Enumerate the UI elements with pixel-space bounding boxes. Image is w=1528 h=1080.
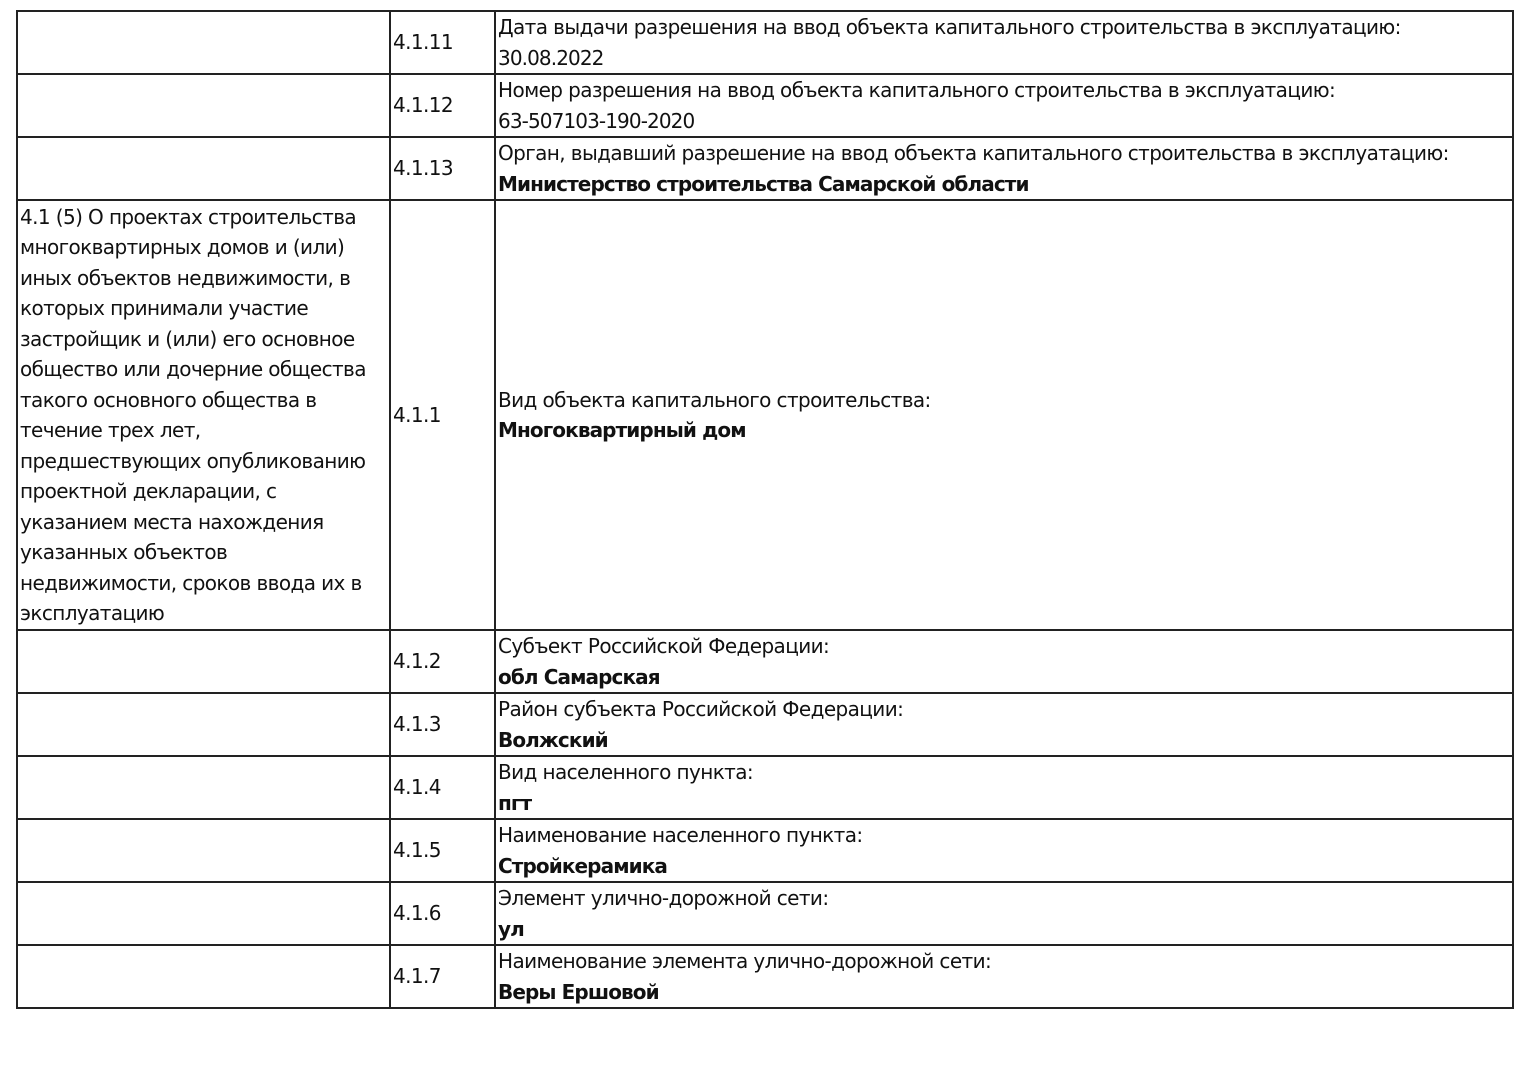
item-number: 4.1.6: [390, 882, 495, 945]
item-content: [495, 756, 1513, 819]
item-content: [495, 630, 1513, 693]
section-cell: [17, 11, 390, 74]
section-cell: [17, 693, 390, 756]
table-row: [17, 819, 1513, 882]
item-number: 4.1.13: [390, 137, 495, 200]
table-row: [17, 693, 1513, 756]
table-row: [17, 882, 1513, 945]
item-content: [495, 11, 1513, 74]
table-row: [17, 137, 1513, 200]
field-label: Район субъекта Российской Федерации:: [498, 697, 904, 721]
section-cell: [17, 74, 390, 137]
item-number: 4.1.11: [390, 11, 495, 74]
table-row: [17, 200, 1513, 630]
section-cell: [17, 756, 390, 819]
item-number: 4.1.2: [390, 630, 495, 693]
field-label: Вид объекта капитального строительства:: [498, 387, 931, 412]
table-row: [17, 756, 1513, 819]
section-cell: [17, 630, 390, 693]
item-content: [495, 137, 1513, 200]
table-row: [17, 945, 1513, 1008]
item-content: [495, 74, 1513, 137]
field-label: Орган, выдавший разрешение на ввод объекта капитального строительства в эксплуатацию:: [498, 141, 1449, 165]
project-declaration-table: [16, 10, 1514, 1009]
field-label: Номер разрешения на ввод объекта капитального строительства в эксплуатацию:: [498, 78, 1336, 102]
field-label: Субъект Российской Федерации:: [498, 634, 830, 658]
field-value: Министерство строительства Самарской области: [498, 171, 1029, 196]
field-label: Наименование элемента улично-дорожной сети:: [498, 949, 992, 973]
section-heading: 4.1 (5) О проектах строительства многоквартирных домов и (или) иных объектов недвижимости, в которых принимали участие застройщик и (или) его основное общество или дочерние общества такого основного общества в течение трех лет, предшествующих опубликованию проектной декларации, с указанием места нахождения указанных объектов недвижимости, сроков ввода их в эксплуатацию: [17, 200, 390, 630]
field-value: пгт: [498, 790, 532, 815]
field-label: Дата выдачи разрешения на ввод объекта капитального строительства в эксплуатацию:: [498, 15, 1401, 39]
field-value: Веры Ершовой: [498, 979, 659, 1004]
field-value: Многоквартирный дом: [498, 418, 746, 442]
table-row: [17, 11, 1513, 74]
section-cell: [17, 882, 390, 945]
section-cell: [17, 137, 390, 200]
table-row: [17, 630, 1513, 693]
section-cell: [17, 819, 390, 882]
item-number: 4.1.3: [390, 693, 495, 756]
table-row: [17, 74, 1513, 137]
item-content: [495, 882, 1513, 945]
field-value: 30.08.2022: [498, 45, 604, 70]
field-value: Волжский: [498, 727, 608, 752]
item-content: [495, 693, 1513, 756]
item-number: 4.1.12: [390, 74, 495, 137]
item-content: [495, 945, 1513, 1008]
item-content: [495, 200, 1513, 630]
item-number: 4.1.5: [390, 819, 495, 882]
field-label: Наименование населенного пункта:: [498, 823, 863, 847]
field-value: обл Самарская: [498, 664, 660, 689]
item-number: 4.1.1: [390, 200, 495, 630]
item-number: 4.1.4: [390, 756, 495, 819]
item-content: [495, 819, 1513, 882]
item-number: 4.1.7: [390, 945, 495, 1008]
field-value: Стройкерамика: [498, 853, 668, 878]
field-label: Элемент улично-дорожной сети:: [498, 886, 829, 910]
section-cell: [17, 945, 390, 1008]
field-value: 63-507103-190-2020: [498, 108, 695, 133]
field-label: Вид населенного пункта:: [498, 760, 754, 784]
field-value: ул: [498, 916, 524, 941]
